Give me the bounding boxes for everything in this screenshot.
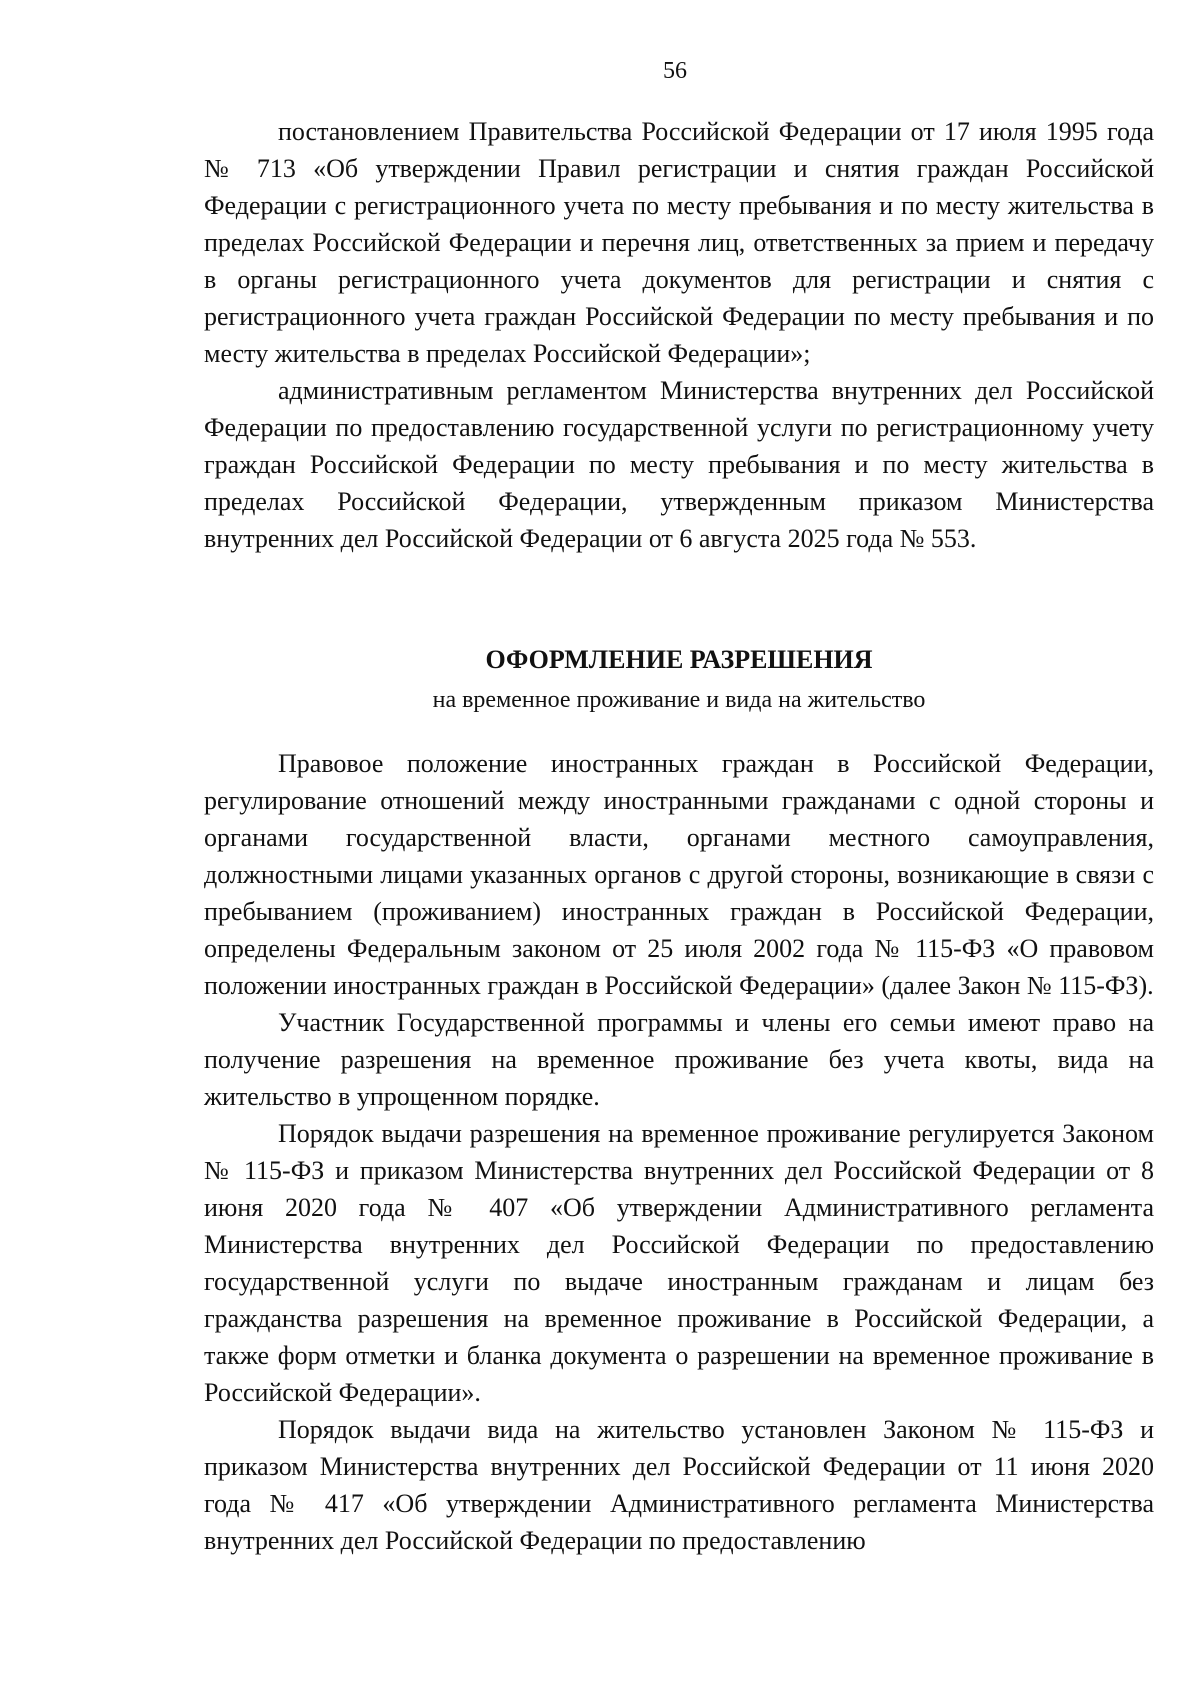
paragraph-admin-regulation: административным регламентом Министерства внутренних дел Российской Федерации по предоставлению государственной услуги по регистрационному учету граждан Российской Федерации по месту пребывания и по месту жительства в пределах Российской Федерации, утвержденным приказом Министерства внутренних дел Российской Федерации от 6 августа 2025 года № 553.: [204, 376, 1154, 553]
paragraph-temporary-residence-order: Порядок выдачи разрешения на временное проживание регулируется Законом № 115-ФЗ и приказом Министерства внутренних дел Российской Федерации от 8 июня 2020 года № 407 «Об утверждении Административного регламента Министерства внутренних дел Российской Федерации по предоставлению государственной услуги по выдаче иностранным гражданам и лицам без гражданства разрешения на временное проживание в Российской Федерации, а также форм отметки и бланка документа о разрешении на временное проживание в Российской Федерации».: [204, 1119, 1154, 1407]
paragraph-regulation-713: постановлением Правительства Российской Федерации от 17 июля 1995 года № 713 «Об утверждении Правил регистрации и снятия граждан Российской Федерации с регистрационного учета по месту пребывания и по месту жительства в пределах Российской Федерации и перечня лиц, ответственных за прием и передачу в органы регистрационного учета документов для регистрации и снятия с регистрационного учета граждан Российской Федерации по месту пребывания и по месту жительства в пределах Российской Федерации»;: [204, 117, 1154, 368]
paragraph-residence-permit-order: Порядок выдачи вида на жительство установлен Законом № 115-ФЗ и приказом Министерства внутренних дел Российской Федерации от 11 июня 2020 года № 417 «Об утверждении Административного регламента Министерства внутренних дел Российской Федерации по предоставлению: [204, 1415, 1154, 1555]
top-text-block: [204, 113, 1154, 557]
section-subtitle: на временное проживание и вида на жительство: [432, 687, 926, 713]
body-text-block: [204, 745, 1154, 1559]
page-number: 56: [663, 58, 687, 84]
section-title: ОФОРМЛЕНИЕ РАЗРЕШЕНИЯ: [485, 645, 873, 674]
paragraph-program-participant: Участник Государственной программы и члены его семьи имеют право на получение разрешения на временное проживание без учета квоты, вида на жительство в упрощенном порядке.: [204, 1008, 1154, 1111]
paragraph-legal-status: Правовое положение иностранных граждан в Российской Федерации, регулирование отношений между иностранными гражданами с одной стороны и органами государственной власти, органами местного самоуправления, должностными лицами указанных органов с другой стороны, возникающие в связи с пребыванием (проживанием) иностранных граждан в Российской Федерации, определены Федеральным законом от 25 июля 2002 года № 115-ФЗ «О правовом положении иностранных граждан в Российской Федерации» (далее Закон № 115-ФЗ).: [204, 749, 1154, 1000]
